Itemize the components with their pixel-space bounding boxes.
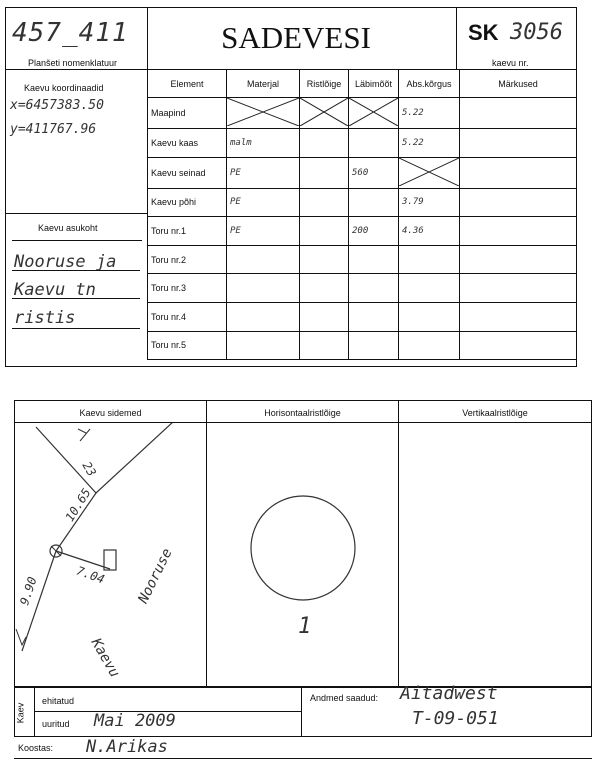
table-row (148, 217, 577, 246)
cross-mark (399, 158, 459, 186)
location-line-3: ristis (14, 308, 76, 328)
location-line-2: Kaevu tn (14, 280, 96, 300)
cross-mark (300, 98, 348, 126)
element-cell: Kaevu seinad (148, 157, 227, 188)
element-cell: Kaevu kaas (148, 129, 227, 158)
element-cell: Toru nr.4 (148, 302, 227, 331)
cross-cell (300, 157, 349, 188)
abs-cell: 5.22 (399, 98, 460, 129)
dim-label-990: 9.90 (17, 575, 40, 607)
notes-cell (460, 188, 577, 217)
andmed-line-1: Aitadwest (400, 683, 498, 704)
abs-cell: 4.36 (399, 217, 460, 246)
element-cell: Kaevu põhi (148, 188, 227, 217)
material-cell: PE (227, 188, 300, 217)
nomenclature-value: 457_411 (12, 18, 129, 48)
dim-label-1065: 10.65 (62, 485, 94, 525)
material-cell (227, 98, 300, 129)
diam-cell (349, 188, 399, 217)
location-label: Kaevu asukoht (38, 223, 98, 233)
panel-title-connections: Kaevu sidemed (79, 408, 142, 418)
koostas-value: N.Arikas (86, 737, 168, 757)
notes-cell (460, 157, 577, 188)
header-cross: Ristlõige (300, 70, 349, 98)
coord-y: y=411767.96 (10, 122, 97, 137)
diam-cell (349, 98, 399, 129)
uuritud-value: Mai 2009 (94, 711, 176, 731)
cross-mark (349, 98, 398, 126)
cross-cell (300, 188, 349, 217)
table-row (148, 129, 577, 158)
diam-cell: 560 (349, 157, 399, 188)
koostas-label: Koostas: (18, 743, 54, 753)
abs-cell (399, 157, 460, 188)
street-label-kaevu: Kaevu (87, 635, 123, 681)
location-line-1: Nooruse ja (14, 252, 117, 272)
cross-mark (227, 98, 299, 126)
abs-cell: 3.79 (399, 188, 460, 217)
table-row (148, 245, 577, 274)
table-row (148, 274, 577, 303)
coord-x: x=6457383.50 (10, 98, 104, 113)
diam-cell (349, 129, 399, 158)
andmed-label: Andmed saadud: (310, 693, 379, 703)
material-cell: malm (227, 129, 300, 158)
table-row (148, 331, 577, 360)
dim-label-704: 7.04 (74, 563, 107, 587)
notes-cell (460, 129, 577, 158)
ehitatud-label: ehitatud (42, 696, 75, 706)
footer-left-block (34, 687, 302, 712)
header-element: Element (148, 70, 227, 98)
street-label-nooruse: Nooruse (135, 545, 176, 607)
element-cell: Maapind (148, 98, 227, 129)
location-rule-2 (12, 298, 140, 299)
well-number: 3056 (510, 20, 563, 45)
table-row (148, 98, 577, 129)
nomenclature-label: Planšeti nomenklatuur (28, 58, 118, 68)
cross-cell (300, 98, 349, 129)
uuritud-label: uuritud (42, 719, 70, 729)
element-cell: Toru nr.3 (148, 274, 227, 303)
location-rule-3 (12, 328, 140, 329)
element-cell: Toru nr.2 (148, 245, 227, 274)
table-row (148, 188, 577, 217)
diam-cell: 200 (349, 217, 399, 246)
header-notes: Märkused (460, 70, 577, 98)
location-box (12, 240, 142, 241)
table-row (148, 157, 577, 188)
horizontal-section-drawing (206, 423, 399, 687)
header-diameter: Läbimõõt (349, 70, 399, 98)
koostas-underline (14, 758, 592, 759)
notes-cell (460, 217, 577, 246)
andmed-line-2: T-09-051 (412, 708, 499, 729)
element-cell: Toru nr.1 (148, 217, 227, 246)
page-title: SADEVESI (221, 20, 371, 55)
dim-label-23: 23 (79, 459, 99, 479)
panel-title-vertical: Vertikaalristlõige (462, 408, 528, 418)
well-label: kaevu nr. (492, 58, 529, 68)
cross-cell (300, 129, 349, 158)
well-prefix: SK (468, 20, 499, 45)
section-mark: 1 (298, 614, 312, 639)
notes-cell (460, 98, 577, 129)
kaev-label: Kaev (15, 702, 26, 724)
abs-cell: 5.22 (399, 129, 460, 158)
material-cell: PE (227, 217, 300, 246)
table-row (148, 302, 577, 331)
element-cell: Toru nr.5 (148, 331, 227, 360)
material-cell: PE (227, 157, 300, 188)
coordinates-label: Kaevu koordinaadid (24, 83, 104, 93)
header-material: Materjal (227, 70, 300, 98)
location-rule-1 (12, 270, 140, 271)
panel-title-horizontal: Horisontaalristlõige (264, 408, 341, 418)
cross-cell (300, 217, 349, 246)
well-elements-table (147, 69, 577, 360)
table-header-row (148, 70, 577, 98)
header-abs: Abs.kõrgus (399, 70, 460, 98)
connection-sketch (14, 423, 207, 687)
